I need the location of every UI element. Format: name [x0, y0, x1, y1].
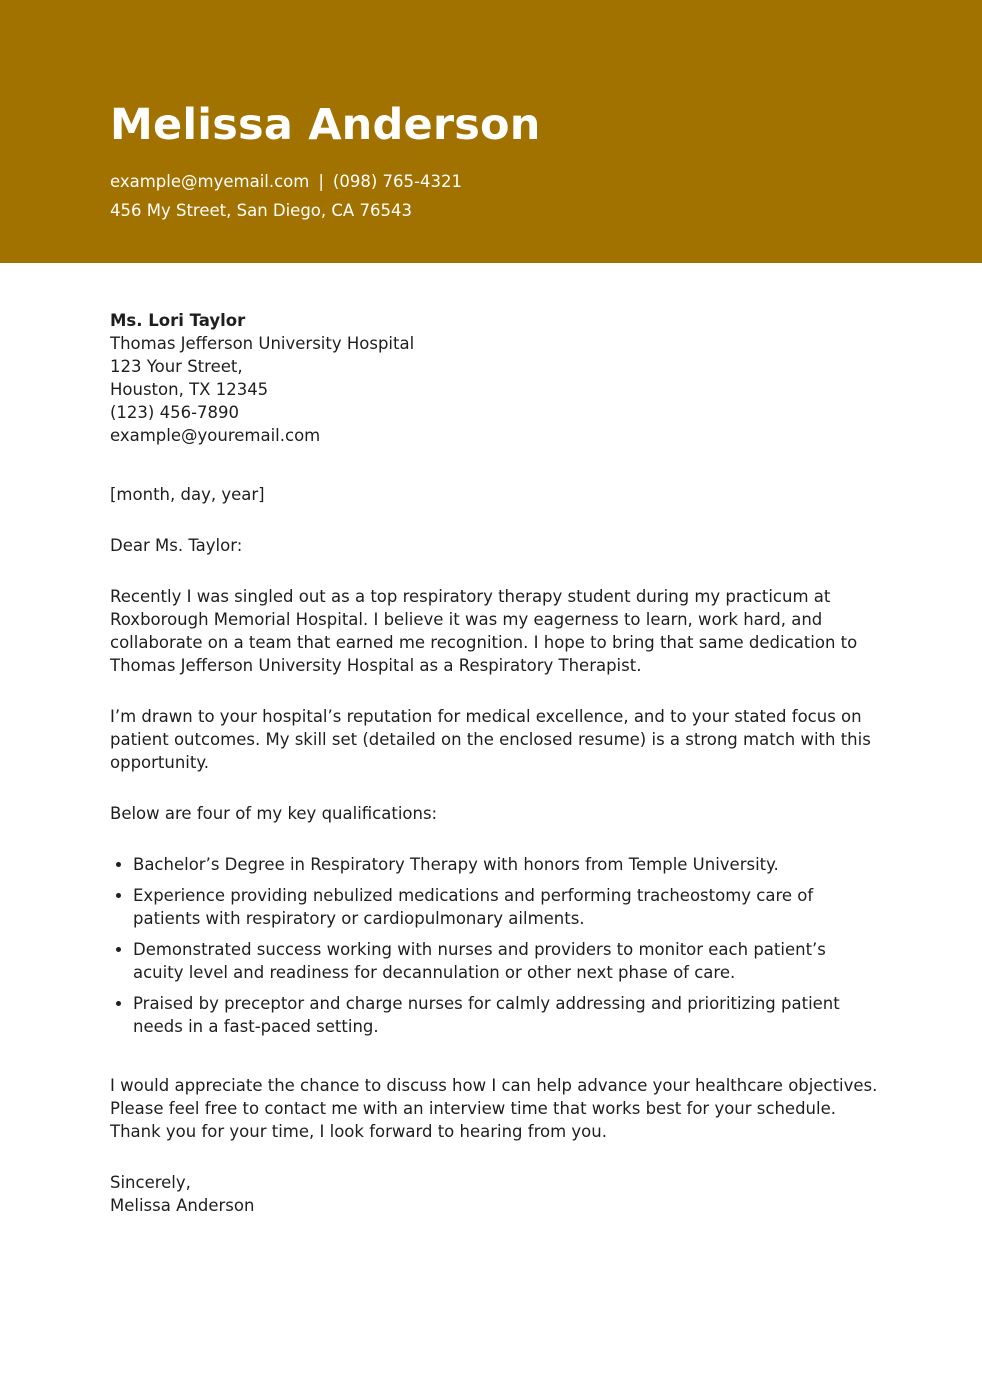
recipient-phone: (123) 456-7890 — [110, 403, 240, 422]
paragraph-intro: Recently I was singled out as a top respiratory therapy student during my practicum at Roxborough Memorial Hospital. I believe it was my eagerness to learn, work hard, and collaborate on a team that earned me recognition. I hope to bring that same dedication to Thomas Jefferson University Hospital as a Respiratory Therapist. — [110, 587, 858, 675]
recipient-organization: Thomas Jefferson University Hospital — [110, 334, 415, 353]
sender-phone: (098) 765-4321 — [332, 172, 462, 191]
closing-word: Sincerely, — [110, 1173, 191, 1192]
qualifications-list — [110, 853, 880, 1038]
signature-name: Melissa Anderson — [110, 1196, 255, 1215]
list-item: • Experience providing nebulized medications and performing tracheostomy care of patients with respiratory or cardiopulmonary ailments. — [133, 884, 880, 930]
header-band — [0, 0, 982, 263]
sender-name: Melissa Anderson — [110, 100, 541, 150]
recipient-block — [110, 309, 880, 447]
paragraph-closing: I would appreciate the chance to discuss how I can help advance your healthcare objectives. Please feel free to contact me with an interview time that works best for your schedule. Thank you for your time, I look forward to hearing from you. — [110, 1076, 878, 1141]
sender-address: 456 My Street, San Diego, CA 76543 — [110, 201, 412, 220]
list-item: • Demonstrated success working with nurses and providers to monitor each patient’s acuity level and readiness for decannulation or other next phase of care. — [133, 938, 880, 984]
letter-body — [110, 309, 880, 1217]
list-item: • Bachelor’s Degree in Respiratory Therapy with honors from Temple University. — [133, 853, 880, 876]
sender-contact-line — [110, 171, 462, 193]
recipient-email: example@youremail.com — [110, 426, 321, 445]
recipient-street: 123 Your Street, — [110, 357, 243, 376]
letter-date: [month, day, year] — [110, 485, 265, 504]
contact-separator: | — [318, 172, 324, 191]
sender-email: example@myemail.com — [110, 172, 310, 191]
paragraph-interest: I’m drawn to your hospital’s reputation for medical excellence, and to your stated focus on patient outcomes. My skill set (detailed on the enclosed resume) is a strong match with this opportunity. — [110, 707, 871, 772]
list-item: • Praised by preceptor and charge nurses for calmly addressing and prioritizing patient needs in a fast-paced setting. — [133, 992, 880, 1038]
recipient-city: Houston, TX 12345 — [110, 380, 269, 399]
salutation: Dear Ms. Taylor: — [110, 536, 243, 555]
signoff-block — [110, 1171, 880, 1217]
paragraph-qualifications-lead: Below are four of my key qualifications: — [110, 804, 438, 823]
recipient-name: Ms. Lori Taylor — [110, 311, 246, 330]
